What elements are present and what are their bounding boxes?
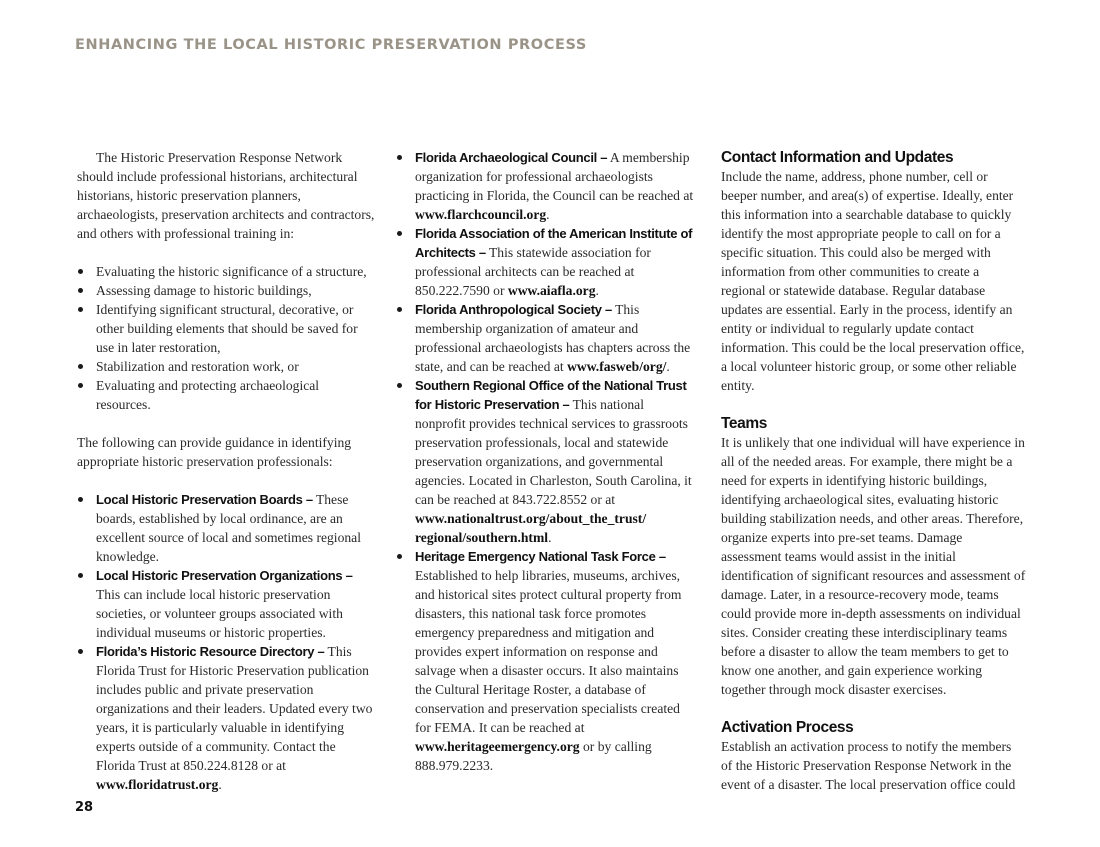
list-item: Evaluating the historic significance of a structure, <box>77 262 375 281</box>
intro-paragraph: The Historic Preservation Response Network should include professional historians, architectural historians, historic preservation planners, archaeologists, preservation architects and contractors, and others with professional training in: <box>77 150 375 241</box>
column-1 <box>77 148 375 794</box>
source-item <box>396 300 694 376</box>
section-heading: Activation Process <box>721 719 854 736</box>
sources-list <box>396 148 694 775</box>
source-text-end: . <box>666 359 670 374</box>
source-url: www.nationaltrust.org/about_the_trust/ regional/southern.html <box>415 511 647 545</box>
section-heading: Teams <box>721 415 767 432</box>
source-item <box>396 148 694 224</box>
source-url: www.heritageemergency.org <box>415 739 580 754</box>
running-head: ENHANCING THE LOCAL HISTORIC PRESERVATION PROCESS <box>75 37 587 53</box>
column-2 <box>396 148 694 775</box>
source-text: This statewide association for professional architects can be reached at 850.222.7590 or <box>415 245 651 298</box>
section-body: It is unlikely that one individual will have experience in all of the needed areas. For example, there might be a need for experts in identifying historic buildings, identifying archaeological sites, evaluating historic building stabilization needs, and other areas. Therefore, organize experts into pre-set teams. Damage assessment teams would assist in the initial identification of significant resources and assessment of damage. Later, in a resource-recovery mode, teams could provide more in-depth assessments on individual sites. Consider creating these interdisciplinary teams before a disaster to allow the team members to get to know one another, and gain experience working together through mock disaster exercises. <box>721 435 1026 697</box>
source-item <box>396 224 694 300</box>
source-text-end: . <box>546 207 550 222</box>
source-text: This membership organization of amateur and professional archaeologists has chapters across the state, and can be reached at <box>415 302 691 374</box>
source-item <box>77 566 375 642</box>
source-item <box>396 547 694 775</box>
source-term: Local Historic Preservation Organizations – <box>96 568 353 583</box>
list-item: Assessing damage to historic buildings, <box>77 281 375 300</box>
list-item: Stabilization and restoration work, or <box>77 357 375 376</box>
source-url: www.flarchcouncil.org <box>415 207 547 222</box>
source-url: www.floridatrust.org <box>96 777 219 792</box>
source-text-end: . <box>548 530 552 545</box>
source-item <box>396 376 694 547</box>
source-term: Local Historic Preservation Boards – <box>96 492 313 507</box>
source-text: A membership organization for professional archaeologists practicing in Florida, the Council can be reached at <box>415 150 694 203</box>
source-url: www.fasweb/org/ <box>567 359 667 374</box>
source-text-end: . <box>595 283 599 298</box>
training-list <box>77 262 375 414</box>
source-text-end: . <box>218 777 222 792</box>
source-text-end: or by calling 888.979.2233. <box>415 739 652 773</box>
source-url: www.aiafla.org <box>507 283 596 298</box>
source-term: Florida’s Historic Resource Directory – <box>96 644 325 659</box>
source-text: This Florida Trust for Historic Preservation publication includes public and private preservation organizations and their leaders. Updated every two years, it is particularly valuable in identifying experts outside of a community. Contact the Florida Trust at 850.224.8128 or at <box>96 644 373 773</box>
source-term: Florida Association of the American Institute of Architects – <box>415 226 693 260</box>
source-item <box>77 642 375 794</box>
source-term: Heritage Emergency National Task Force – <box>415 549 666 564</box>
list-item: Identifying significant structural, decorative, or other building elements that should be saved for use in later restoration, <box>77 300 375 357</box>
source-text: This national nonprofit provides technical services to grassroots preservation professionals, local and statewide preservation organizations, and governmental agencies. Located in Charleston, South Carolina, it can be reached at 843.722.8552 or at <box>415 397 692 507</box>
section-body: Establish an activation process to notify the members of the Historic Preservation Response Network in the event of a disaster. The local preservation office could <box>721 739 1016 792</box>
list-item: Evaluating and protecting archaeological resources. <box>77 376 375 414</box>
source-text: This can include local historic preservation societies, or volunteer groups associated with individual museums or historic properties. <box>96 587 343 640</box>
sources-list <box>77 490 375 794</box>
page-number: 28 <box>75 800 94 815</box>
source-term: Florida Archaeological Council – <box>415 150 608 165</box>
source-term: Southern Regional Office of the National Trust for Historic Preservation – <box>415 378 687 412</box>
source-term: Florida Anthropological Society – <box>415 302 612 317</box>
guidance-intro: The following can provide guidance in identifying appropriate historic preservation professionals: <box>77 435 352 469</box>
source-text: Established to help libraries, museums, archives, and historical sites protect cultural property from disasters, this national task force promotes emergency preparedness and mitigation and provides expert information on response and salvage when a disaster occurs. It also maintains the Cultural Heritage Roster, a database of conservation and preservation specialists created for FEMA. It can be reached at <box>415 568 682 735</box>
section-body: Include the name, address, phone number, cell or beeper number, and area(s) of expertise. Ideally, enter this information into a searchable database to quickly identify the most appropriate people to call on for a specific situation. This could also be merged with information from other communities to create a regional or statewide database. Regular database updates are essential. Early in the process, identify an entity or individual to regularly update contact information. This could be the local preservation office, a local volunteer historic group, or some other reliable entity. <box>721 169 1025 393</box>
source-item <box>77 490 375 566</box>
section-heading: Contact Information and Updates <box>721 149 954 166</box>
column-3 <box>721 148 1026 794</box>
source-text: These boards, established by local ordinance, are an excellent source of local and sometimes regional knowledge. <box>96 492 361 564</box>
